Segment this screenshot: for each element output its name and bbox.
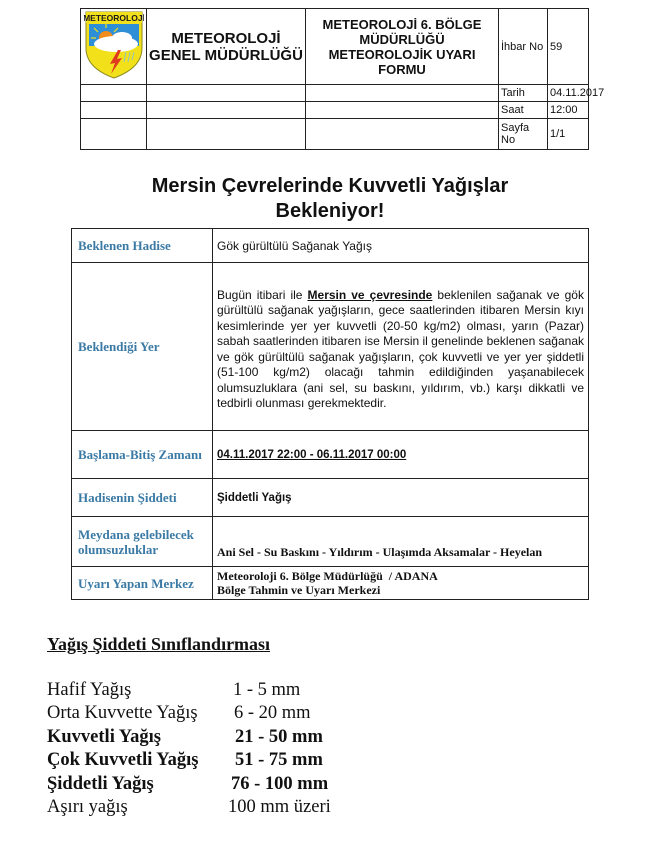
empty-cell bbox=[81, 102, 147, 119]
page-title bbox=[60, 174, 600, 224]
table-row bbox=[72, 517, 589, 567]
tarih-value: 04.11.2017 bbox=[548, 85, 589, 102]
classification-title: Yağış Şiddeti Sınıflandırması bbox=[47, 634, 271, 654]
saat-label: Saat bbox=[499, 102, 548, 119]
issuing-center-value bbox=[213, 567, 589, 600]
class-name: Kuvvetli Yağış bbox=[47, 726, 161, 747]
location-emphasis: Mersin ve çevresinde bbox=[307, 287, 433, 302]
issuing-center-line2: Bölge Tahmin ve Uyarı Merkezi bbox=[217, 583, 381, 597]
class-range: 21 - 50 mm bbox=[235, 726, 323, 747]
location-text-pre: Bugün itibari ile bbox=[217, 287, 308, 302]
possible-impacts-value: Ani Sel - Su Baskını - Yıldırım - Ulaşımda Aksamalar - Heyelan bbox=[213, 517, 589, 567]
row-label: Uyarı Yapan Merkez bbox=[72, 567, 213, 600]
class-name: Hafif Yağış bbox=[47, 680, 132, 700]
page-title-line1: Mersin Çevrelerinde Kuvvetli Yağışlar bbox=[151, 175, 509, 197]
row-label: Beklenen Hadise bbox=[72, 229, 213, 263]
expected-location-value bbox=[213, 263, 589, 431]
class-range: 1 - 5 mm bbox=[233, 680, 301, 700]
logo-cell bbox=[81, 9, 147, 85]
expected-event-value: Gök gürültülü Sağanak Yağış bbox=[213, 229, 589, 263]
org-name: METEOROLOJİ GENEL MÜDÜRLÜĞÜ bbox=[147, 9, 306, 85]
table-row bbox=[72, 431, 589, 479]
svg-text:METEOROLOJİ: METEOROLOJİ bbox=[83, 13, 144, 23]
row-label: Hadisenin Şiddeti bbox=[72, 479, 213, 517]
list-item bbox=[47, 726, 331, 749]
sayfa-no-label: Sayfa No bbox=[499, 119, 548, 150]
empty-cell bbox=[306, 102, 499, 119]
class-range: 51 - 75 mm bbox=[235, 750, 323, 771]
form-title: METEOROLOJİ 6. BÖLGE MÜDÜRLÜĞÜ METEOROLOJİK UYARI FORMU bbox=[306, 9, 499, 85]
class-range: 100 mm üzeri bbox=[228, 797, 331, 818]
table-row bbox=[72, 567, 589, 600]
class-range: 76 - 100 mm bbox=[231, 773, 329, 794]
empty-cell bbox=[81, 85, 147, 102]
table-row bbox=[72, 229, 589, 263]
class-range: 6 - 20 mm bbox=[234, 703, 311, 724]
meteoroloji-logo-icon bbox=[84, 10, 144, 80]
start-end-time-value: 04.11.2017 22:00 - 06.11.2017 00:00 bbox=[213, 431, 589, 479]
empty-cell bbox=[306, 119, 499, 150]
empty-cell bbox=[306, 85, 499, 102]
row-label: Meydana gelebilecek olumsuzluklar bbox=[72, 517, 213, 567]
empty-cell bbox=[147, 85, 306, 102]
row-label: Beklendiği Yer bbox=[72, 263, 213, 431]
form-header-table bbox=[80, 8, 605, 150]
row-label: Başlama-Bitiş Zamanı bbox=[72, 431, 213, 479]
list-item bbox=[47, 679, 331, 702]
ihbar-no-label: İhbar No bbox=[499, 9, 548, 85]
list-item bbox=[47, 702, 331, 725]
ihbar-no-value: 59 bbox=[548, 9, 589, 85]
list-item bbox=[47, 773, 331, 796]
severity-value: Şiddetli Yağış bbox=[213, 479, 589, 517]
issuing-center-line1: Meteoroloji 6. Bölge Müdürlüğü / ADANA bbox=[217, 569, 438, 583]
empty-cell bbox=[81, 119, 147, 150]
warning-table bbox=[71, 228, 589, 600]
table-row bbox=[72, 263, 589, 431]
table-row bbox=[72, 479, 589, 517]
list-item bbox=[47, 749, 331, 772]
list-item bbox=[47, 796, 331, 819]
classification-list bbox=[47, 679, 331, 819]
empty-cell bbox=[147, 119, 306, 150]
tarih-label: Tarih bbox=[499, 85, 548, 102]
page-title-line2: Bekleniyor! bbox=[275, 200, 385, 222]
sayfa-no-value: 1/1 bbox=[548, 119, 589, 150]
empty-cell bbox=[147, 102, 306, 119]
class-name: Şiddetli Yağış bbox=[47, 773, 154, 794]
saat-value: 12:00 bbox=[548, 102, 589, 119]
location-text-post: beklenilen sağanak ve gök gürültülü sağanak yağışların, gece saatlerinden itibaren Mersin kıyı kesimlerinde yer yer kuvvetli (20-50 kg/m2) olması, yarın (Pazar) sabah saatlerinden itibaren ise Mersin il genelinde beklenen sağanak ve gök gürültülü sağanak yağışların, çok kuvvetli ve yer yer şiddetli (51-100 kg/m2) olacağı tahmin edildiğinden yaşanabilecek olumsuzluklara (ani sel, su baskını, yıldırım, vb.) karşı dikkatli ve tedbirli olunması gerekmektedir. bbox=[217, 287, 584, 410]
class-name: Çok Kuvvetli Yağış bbox=[47, 750, 199, 771]
class-name: Aşırı yağış bbox=[47, 797, 128, 818]
class-name: Orta Kuvvette Yağış bbox=[47, 703, 198, 724]
